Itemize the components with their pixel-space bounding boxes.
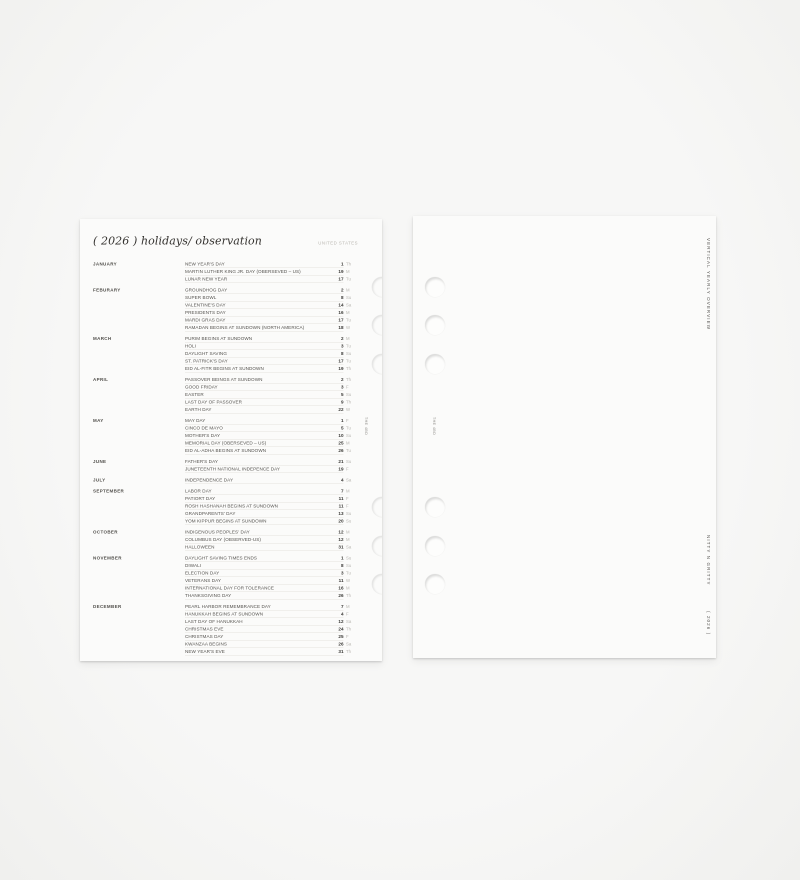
month-section [93, 261, 358, 284]
holiday-name: ELECTION DAY [185, 570, 220, 576]
holiday-name: EID AL-FITR BEGINS AT SUNDOWN [185, 366, 264, 371]
holiday-name: SUPER BOWL [185, 295, 217, 300]
holiday-name: LABOR DAY [185, 488, 212, 494]
month-section [93, 376, 358, 414]
holiday-date: 17 [338, 317, 344, 323]
holiday-table [80, 248, 382, 656]
month-label: MARCH [93, 336, 112, 341]
holiday-dow: Th [346, 649, 352, 654]
holiday-name: LAST DAY OF PASSOVER [185, 399, 243, 405]
holiday-row [185, 503, 358, 511]
holiday-dow: W [346, 407, 351, 412]
holiday-date: 17 [338, 276, 344, 282]
holiday-name: HALLOWEEN [185, 544, 215, 550]
edge-label-year: ( 2026 ) [706, 611, 711, 636]
holiday-date: 5 [340, 392, 344, 397]
holiday-dow: Th [346, 593, 352, 598]
holiday-row [185, 302, 358, 310]
holiday-name: HANUKKAH BEGINS AT SUNDOWN [185, 611, 264, 617]
month-label: NOVEMBER [93, 555, 122, 561]
holiday-dow: F [346, 384, 349, 390]
holiday-row [185, 577, 358, 585]
holiday-row [185, 633, 358, 641]
holiday-dow: Th [346, 261, 352, 267]
month-label: JUNE [93, 459, 107, 464]
holiday-row [185, 510, 358, 518]
holiday-dow: Sa [346, 302, 352, 308]
holiday-dow: Su [346, 392, 352, 397]
holiday-date: 18 [338, 325, 344, 330]
month-section [93, 477, 358, 485]
holiday-date: 25 [338, 440, 344, 446]
holiday-dow: M [346, 604, 350, 609]
holiday-name: ST. PATRICK'S DAY [185, 358, 228, 364]
holiday-row [185, 562, 358, 570]
month-label: SEPTEMBER [93, 488, 125, 494]
binder-hole [425, 536, 445, 556]
holiday-name: DAYLIGHT SAVING [185, 351, 227, 356]
holiday-date: 1 [340, 418, 344, 423]
holiday-dow: Su [346, 295, 352, 300]
holiday-row [185, 294, 358, 302]
holiday-row [185, 261, 358, 269]
holiday-date: 2 [340, 336, 344, 341]
holiday-dow: Sa [346, 544, 352, 550]
holiday-name: FATHER'S DAY [185, 459, 219, 464]
holiday-row [185, 544, 358, 552]
month-section [93, 458, 358, 473]
holiday-name: PURIM BEGINS AT SUNDOWN [185, 336, 253, 341]
holiday-row [185, 343, 358, 351]
holiday-date: 11 [338, 578, 344, 583]
holiday-dow: M [346, 440, 350, 446]
holiday-date: 7 [340, 604, 344, 609]
page-title: ( 2026 ) holidays/ observation [93, 235, 262, 248]
holiday-row [185, 488, 358, 496]
holiday-name: CHRISTMAS DAY [185, 634, 224, 639]
holiday-date: 14 [338, 302, 344, 308]
holiday-name: PASSOVER BEINGS AT SUNDOWN [185, 377, 263, 382]
holiday-row [185, 324, 358, 332]
holiday-date: 26 [338, 641, 344, 647]
holiday-date: 5 [340, 425, 344, 431]
holiday-dow: Su [346, 459, 352, 464]
holiday-dow: Su [346, 518, 352, 524]
holiday-name: MAY DAY [185, 418, 206, 423]
holiday-row [185, 618, 358, 626]
holiday-date: 24 [338, 626, 344, 632]
holiday-name: MARTIN LUTHER KING JR. DAY (OBERSEVED – US) [185, 269, 301, 274]
binder-hole [425, 497, 445, 517]
holiday-dow: Sa [346, 619, 352, 624]
holiday-name: YOM KIPPUR BEGINS AT SUNDOWN [185, 518, 267, 524]
holiday-dow: M [346, 287, 350, 293]
holiday-dow: Tu [346, 425, 351, 431]
binder-hole [425, 277, 445, 297]
holidays-page [80, 219, 382, 661]
holiday-row [185, 518, 358, 526]
holiday-date: 2 [340, 377, 344, 382]
holiday-dow: Su [346, 351, 352, 356]
holiday-name: NEW YEAR'S EVE [185, 649, 225, 654]
month-section [93, 287, 358, 332]
page-header [80, 219, 382, 248]
month-label: OCTOBER [93, 529, 118, 535]
holiday-dow: Su [346, 511, 352, 516]
holiday-date: 19 [338, 366, 344, 371]
holiday-name: LAST DAY OF HANUKKAH [185, 619, 243, 624]
holiday-dow: M [346, 269, 350, 274]
month-label: JANUARY [93, 261, 118, 267]
holiday-row [185, 648, 358, 656]
holiday-date: 8 [340, 351, 344, 356]
holiday-row [185, 440, 358, 448]
holiday-name: GRANDPARENTS' DAY [185, 511, 236, 516]
holiday-row [185, 358, 358, 366]
holiday-name: COLUMBUS DAY (OBSERVED-US) [185, 537, 261, 542]
holiday-date: 10 [338, 433, 344, 438]
holiday-dow: F [346, 503, 349, 509]
holiday-dow: M [346, 336, 350, 341]
holiday-date: 2 [340, 287, 344, 293]
holiday-name: KWANZAA BEGINS [185, 641, 227, 647]
holiday-name: INDIGENOUS PEOPLES' DAY [185, 529, 250, 535]
holiday-date: 4 [340, 611, 344, 617]
binder-hole [425, 354, 445, 374]
holiday-name: RAMADAN BEGINS AT SUNDOWN (NORTH AMERICA) [185, 325, 305, 330]
binder-hole [425, 574, 445, 594]
holiday-date: 25 [338, 634, 344, 639]
holiday-name: DAYLIGHT SAVING TIMES ENDS [185, 555, 258, 561]
holiday-row [185, 376, 358, 384]
holiday-dow: Th [346, 399, 352, 405]
holiday-dow: F [346, 418, 349, 423]
holiday-name: ROSH HASHANAH BEGINS AT SUNDOWN [185, 503, 279, 509]
holiday-name: PEARL HARBOR REMEMBRANCE DAY [185, 604, 271, 609]
holiday-row [185, 570, 358, 578]
holiday-date: 11 [338, 496, 344, 501]
holiday-name: CINCO DE MAYO [185, 425, 223, 431]
holiday-name: MEMORIAL DAY (OBERSEVED – US) [185, 440, 267, 446]
holiday-row [185, 425, 358, 433]
spine-microtext: THE 4BD [432, 417, 436, 436]
holiday-dow: Sa [346, 477, 352, 483]
holiday-date: 12 [338, 537, 344, 542]
holiday-dow: Tu [346, 448, 351, 453]
holiday-name: HOLI [185, 343, 197, 349]
holiday-dow: Tu [346, 276, 351, 282]
holiday-row [185, 365, 358, 373]
holiday-row [185, 536, 358, 544]
holiday-date: 8 [340, 563, 344, 568]
holiday-dow: Tu [346, 358, 351, 364]
holiday-dow: Sa [346, 641, 352, 647]
binder-hole [425, 315, 445, 335]
holiday-date: 3 [340, 384, 344, 390]
month-section [93, 335, 358, 373]
holiday-name: VALENTINE'S DAY [185, 302, 226, 308]
holiday-date: 22 [338, 407, 344, 412]
holiday-row [185, 529, 358, 537]
holiday-dow: F [346, 634, 349, 639]
month-section [93, 488, 358, 526]
holiday-date: 26 [338, 593, 344, 598]
holiday-dow: M [346, 310, 350, 315]
holiday-name: PRESIDENTS DAY [185, 310, 226, 315]
holiday-row [185, 399, 358, 407]
holiday-name: GROUNDHOG DAY [185, 287, 228, 293]
holiday-row [185, 432, 358, 440]
edge-label-overview: VERTICAL YEARLY OVERVIEW [706, 238, 711, 331]
holiday-row [185, 335, 358, 343]
holiday-row [185, 495, 358, 503]
holiday-dow: Su [346, 433, 352, 438]
holiday-dow: F [346, 466, 349, 472]
holiday-dow: W [346, 578, 351, 583]
holiday-dow: Tu [346, 343, 351, 349]
holiday-dow: M [346, 585, 350, 591]
holiday-name: EARTH DAY [185, 407, 212, 412]
holiday-row [185, 585, 358, 593]
holiday-name: EID AL-ADHA BEGINS AT SUNDOWN [185, 448, 267, 453]
holiday-name: MOTHER'S DAY [185, 433, 221, 438]
blank-back-page [413, 216, 716, 658]
holiday-dow: F [346, 496, 349, 501]
holiday-dow: Tu [346, 570, 351, 576]
holiday-dow: Th [346, 366, 352, 371]
holiday-date: 16 [338, 310, 344, 315]
month-label: JULY [93, 477, 106, 483]
holiday-date: 16 [338, 585, 344, 591]
holiday-date: 3 [340, 343, 344, 349]
holiday-row [185, 287, 358, 295]
month-label: FEBURARY [93, 287, 121, 293]
holiday-name: NEW YEAR'S DAY [185, 261, 225, 267]
holiday-row [185, 626, 358, 634]
holiday-name: JUNETEENTH NATIONAL INDEPENCE DAY [185, 466, 281, 472]
holiday-row [185, 276, 358, 284]
holiday-row [185, 309, 358, 317]
holiday-date: 17 [338, 358, 344, 364]
holiday-name: VETERANS DAY [185, 578, 222, 583]
holiday-date: 4 [340, 477, 344, 483]
month-label: APRIL [93, 377, 109, 382]
edge-label-brand: NITTY N GRITTY [706, 535, 711, 586]
holiday-row [185, 350, 358, 358]
holiday-date: 12 [338, 529, 344, 535]
holiday-date: 1 [340, 261, 344, 267]
holiday-date: 26 [338, 448, 344, 453]
holiday-date: 11 [338, 503, 344, 509]
holiday-row [185, 555, 358, 563]
holiday-date: 7 [340, 488, 344, 494]
holiday-row [185, 477, 358, 485]
holiday-name: EASTER [185, 392, 204, 397]
month-label: MAY [93, 418, 104, 423]
holiday-row [185, 611, 358, 619]
month-section [93, 555, 358, 600]
holiday-dow: F [346, 611, 349, 617]
holiday-row [185, 268, 358, 276]
month-label: DECEMBER [93, 604, 122, 609]
month-section [93, 603, 358, 656]
holiday-row [185, 466, 358, 474]
holiday-dow: M [346, 529, 350, 535]
holiday-date: 8 [340, 295, 344, 300]
holiday-dow: Th [346, 626, 352, 632]
holiday-dow: Su [346, 555, 352, 561]
holiday-date: 19 [338, 269, 344, 274]
holiday-date: 20 [338, 518, 344, 524]
holiday-row [185, 603, 358, 611]
holiday-date: 12 [338, 619, 344, 624]
holiday-date: 21 [338, 459, 344, 464]
holiday-date: 1 [340, 555, 344, 561]
holiday-row [185, 391, 358, 399]
holiday-row [185, 592, 358, 600]
holiday-name: CHRISTMAS EVE [185, 626, 224, 632]
holiday-row [185, 641, 358, 649]
holiday-row [185, 384, 358, 392]
region-label: UNITED STATES [318, 240, 358, 246]
holiday-name: DIWALI [185, 563, 202, 568]
holiday-name: MARDI GRAS DAY [185, 317, 226, 323]
spine-microtext: THE 4BD [364, 417, 368, 436]
holiday-dow: Th [346, 377, 352, 382]
month-section [93, 417, 358, 455]
holiday-date: 31 [338, 649, 344, 654]
holiday-row [185, 317, 358, 325]
holiday-date: 19 [338, 466, 344, 472]
holiday-dow: W [346, 325, 351, 330]
holiday-date: 3 [340, 570, 344, 576]
holiday-row [185, 406, 358, 414]
holiday-date: 9 [340, 399, 344, 405]
holiday-dow: Tu [346, 317, 351, 323]
holiday-row [185, 417, 358, 425]
month-section [93, 529, 358, 552]
holiday-date: 31 [338, 544, 344, 550]
holiday-row [185, 458, 358, 466]
holiday-name: PATIORT DAY [185, 496, 216, 501]
holiday-name: INTERNATIONAL DAY FOR TOLERANCE [185, 585, 275, 591]
holiday-dow: M [346, 488, 350, 494]
holiday-name: LUNAR NEW YEAR [185, 276, 228, 282]
holiday-row [185, 447, 358, 455]
holiday-dow: M [346, 537, 350, 542]
holiday-name: THANKSGIVING DAY [185, 593, 232, 598]
holiday-date: 13 [338, 511, 344, 516]
holiday-dow: Su [346, 563, 352, 568]
holiday-name: INDEPENDENCE DAY [185, 477, 234, 483]
holiday-name: GOOD FRIDAY [185, 384, 218, 390]
